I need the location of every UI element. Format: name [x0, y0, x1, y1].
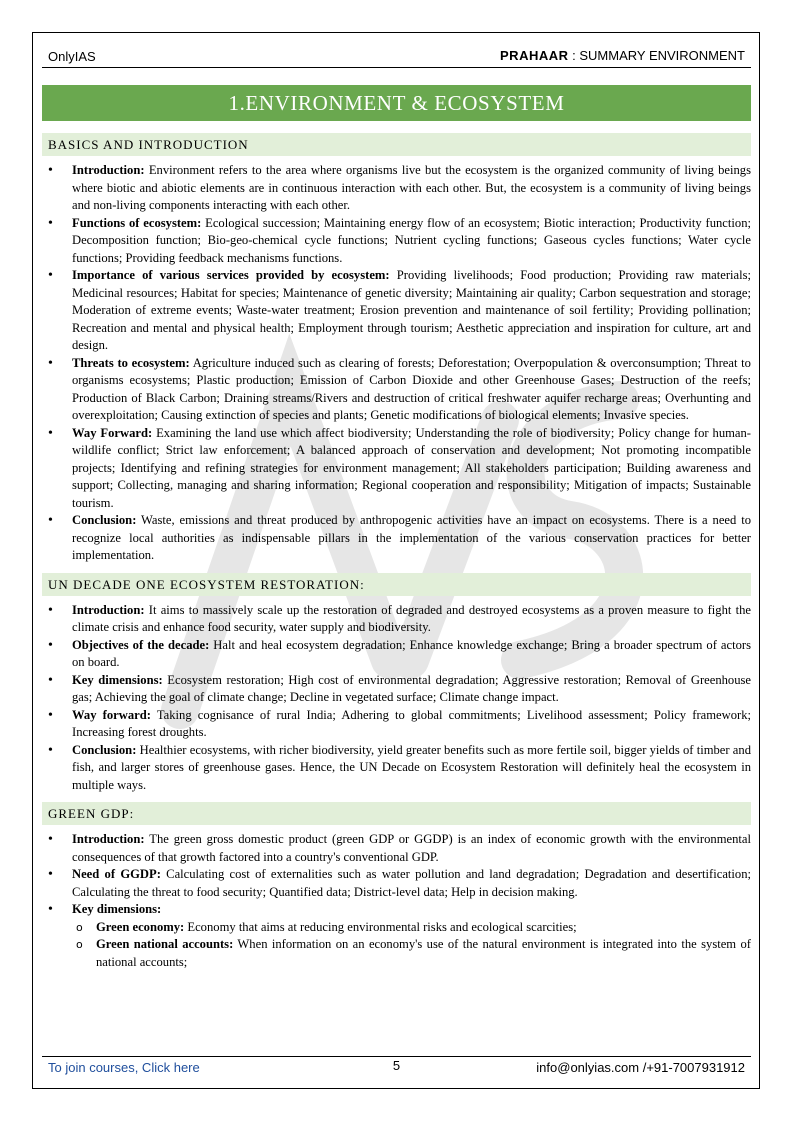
sub-item-text: When information on an economy's use of the natural environment is integrated into the system of national accounts; — [96, 937, 751, 969]
item-label: Way forward: — [72, 707, 151, 722]
join-courses-link[interactable]: To join courses, Click here — [48, 1060, 200, 1075]
item-text: Ecological succession; Maintaining energy flow of an ecosystem; Biotic interaction; Productivity function; Decomposition function; Bio-geo-chemical cycle functions; Nutrient cycling functions; Gaseous cycles functions; Water cycle functions; Providing feedback mechanisms functions. — [72, 215, 751, 265]
item-text: Healthier ecosystems, with richer biodiversity, yield greater benefits such as more fertile soil, bigger yields of timber and fish, and larger stores of greenhouse gases. Hence, the UN Decade on Ecosystem Restoration will definitely heal the ecosystem in multiple ways. — [72, 742, 751, 792]
list-item — [42, 425, 751, 513]
item-text: Agriculture induced such as clearing of forests; Deforestation; Overpopulation & overconsumption; Threat to organisms ecosystems; Plastic production; Emission of Carbon Dioxide and other Greenhouse Gases; Destruction of the reefs; Production of Black Carbon; Draining streams/Rivers and destruction of critical freshwater aquifer recharge areas; Overhunting and overexploitation; Causing extinction of species and plants; Genetic modifications of biological elements; Invasive species. — [72, 355, 751, 422]
list-item — [42, 162, 751, 215]
sub-list-item — [72, 919, 751, 937]
sub-item-label: Green economy: — [96, 919, 185, 934]
key-dimensions-sublist — [72, 919, 751, 972]
item-text: Environment refers to the area where organisms live but the ecosystem is the organized community of living beings where biotic and abiotic elements are in continuous interaction with each other. But, the ecosystem is a community of living beings and non-living components interacting with each other. — [72, 163, 751, 212]
page-content — [42, 133, 751, 979]
contact-info: info@onlyias.com /+91-7007931912 — [536, 1060, 745, 1075]
header-document-title — [500, 48, 745, 63]
list-item — [42, 355, 751, 425]
list-item — [42, 672, 751, 707]
list-item — [42, 602, 751, 637]
item-text: It aims to massively scale up the restoration of degraded and destroyed ecosystems as a proven measure to fight the climate crisis and enhance food security, water supply and biodiversity. — [72, 602, 751, 634]
header-rule — [42, 67, 751, 68]
green-gdp-list — [42, 831, 751, 971]
section-heading-green-gdp: GREEN GDP: — [42, 802, 751, 825]
item-label: Objectives of the decade: — [72, 637, 210, 652]
un-decade-list — [42, 602, 751, 795]
header-doc-rest: : SUMMARY ENVIRONMENT — [568, 48, 745, 63]
footer-rule — [42, 1056, 751, 1057]
item-text: Halt and heal ecosystem degradation; Enhance knowledge exchange; Bring a broader spectrum of actors on board. — [72, 637, 751, 669]
item-label: Functions of ecosystem: — [72, 215, 202, 230]
item-text: Ecosystem restoration; High cost of environmental degradation; Aggressive restoration; Removal of Greenhouse gas; Achieving the goal of climate change; Decline in vegetated surface; Climate change impact. — [72, 672, 751, 704]
item-label: Conclusion: — [72, 513, 137, 527]
item-label: Key dimensions: — [72, 672, 163, 687]
item-label: Conclusion: — [72, 742, 137, 757]
list-item — [42, 637, 751, 672]
page-number: 5 — [392, 1058, 401, 1073]
section-heading-basics: BASICS AND INTRODUCTION — [42, 133, 751, 156]
item-label: Need of GGDP: — [72, 867, 161, 881]
header-doc-bold: PRAHAAR — [500, 48, 569, 63]
section-heading-un-decade: UN DECADE ONE ECOSYSTEM RESTORATION: — [42, 573, 751, 596]
item-label: Introduction: — [72, 832, 145, 846]
sub-list-item — [72, 936, 751, 971]
item-text: The green gross domestic product (green GDP or GGDP) is an index of economic growth with the environmental consequences of that growth factored into a country's conventional GDP. — [72, 832, 751, 864]
list-item — [42, 831, 751, 866]
list-item — [42, 215, 751, 268]
basics-list — [42, 162, 751, 565]
item-label: Key dimensions: — [72, 902, 162, 916]
sub-item-label: Green national accounts: — [96, 937, 234, 951]
chapter-title: 1.ENVIRONMENT & ECOSYSTEM — [42, 85, 751, 121]
list-item — [42, 512, 751, 565]
item-label: Importance of various services provided by ecosystem: — [72, 268, 390, 282]
item-label: Introduction: — [72, 602, 145, 617]
sub-item-text: Economy that aims at reducing environmental risks and ecological scarcities; — [184, 919, 577, 934]
list-item — [42, 901, 751, 971]
item-label: Way Forward: — [72, 425, 153, 440]
list-item — [42, 267, 751, 355]
list-item — [42, 707, 751, 742]
item-text: Calculating cost of externalities such as water pollution and land degradation; Degradation and desertification; Calculating the threat to food security; Quantified data; District-level data; Help in decision making. — [72, 867, 751, 899]
item-text: Waste, emissions and threat produced by anthropogenic activities have an impact on ecosystems. There is a need to recognize local authorities as indispensable pillars in the implementation of the various conservation practices for better implementation. — [72, 513, 751, 562]
list-item — [42, 866, 751, 901]
item-label: Introduction: — [72, 163, 145, 177]
item-text: Providing livelihoods; Food production; Providing raw materials; Medicinal resources; Habitat for species; Maintenance of genetic diversity; Maintaining air quality; Carbon sequestration and storage; Moderation of extreme events; Waste-water treatment; Erosion prevention and maintenance of soil fertility; Providing pollination; Recreation and mental and physical health; Employment through tourism; Aesthetic appreciation and inspiration for culture, art and design. — [72, 268, 751, 352]
header-brand: OnlyIAS — [48, 49, 96, 64]
item-text: Taking cognisance of rural India; Adhering to global commitments; Livelihood assessment; Policy framework; Increasing forest droughts. — [72, 707, 752, 739]
item-text: Examining the land use which affect biodiversity; Understanding the role of biodiversity; Policy change for human-wildlife conflict; Strict law enforcement; A balanced approach of conservation and development; Not promoting incompatible projects; Identifying and refining strategies for environment management; All stakeholders participation; Building awareness and support; Collecting, managing and sharing information; Regional cooperation and responsibility; Mitigation of impacts; Sustainable tourism. — [72, 425, 751, 510]
item-label: Threats to ecosystem: — [72, 355, 190, 370]
list-item — [42, 742, 751, 795]
